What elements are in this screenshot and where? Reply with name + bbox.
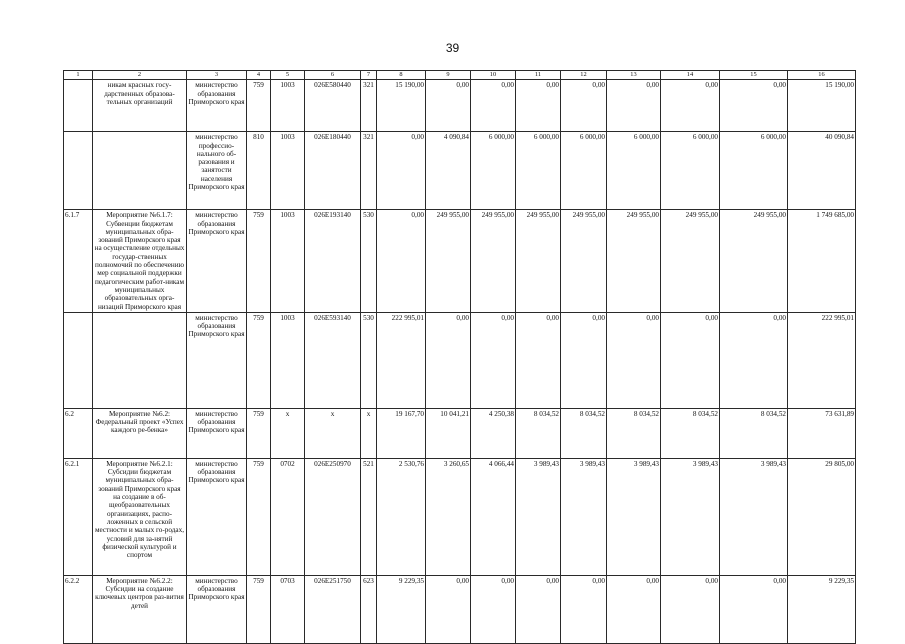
year-2020-cell: 249 955,00 [426, 210, 471, 313]
year-2026-cell: 3 989,43 [720, 458, 788, 575]
year-2019-cell: 19 167,70 [377, 408, 426, 458]
year-2021-cell: 0,00 [471, 575, 516, 643]
row-number-cell [64, 132, 93, 210]
year-2025-cell: 249 955,00 [661, 210, 720, 313]
table-row [64, 132, 856, 210]
year-2026-cell: 249 955,00 [720, 210, 788, 313]
total-cell: 29 805,00 [788, 458, 856, 575]
year-2020-cell: 4 090,84 [426, 132, 471, 210]
grbs-code-cell: 810 [247, 132, 271, 210]
executor-cell: министерство образования Приморского края [187, 458, 247, 575]
year-2023-cell: 0,00 [561, 80, 607, 132]
table-row [64, 312, 856, 408]
header-cell-8: 8 [377, 71, 426, 80]
total-cell: 9 229,35 [788, 575, 856, 643]
year-2021-cell: 0,00 [471, 312, 516, 408]
section-code-cell: x [271, 408, 305, 458]
table-row [64, 408, 856, 458]
executor-cell: министерство образования Приморского края [187, 575, 247, 643]
year-2026-cell: 0,00 [720, 312, 788, 408]
year-2023-cell: 6 000,00 [561, 132, 607, 210]
year-2025-cell: 3 989,43 [661, 458, 720, 575]
header-cell-4: 4 [247, 71, 271, 80]
section-code-cell: 1003 [271, 210, 305, 313]
year-2023-cell: 3 989,43 [561, 458, 607, 575]
year-2021-cell: 4 066,44 [471, 458, 516, 575]
row-number-cell [64, 80, 93, 132]
year-2020-cell: 10 041,21 [426, 408, 471, 458]
expense-type-code-cell: x [361, 408, 377, 458]
total-cell: 1 749 685,00 [788, 210, 856, 313]
target-article-code-cell: 026E251750 [305, 575, 361, 643]
row-number-cell: 6.1.7 [64, 210, 93, 313]
table-row [64, 458, 856, 575]
expense-type-code-cell: 530 [361, 312, 377, 408]
grbs-code-cell: 759 [247, 575, 271, 643]
header-cell-14: 14 [661, 71, 720, 80]
year-2022-cell: 8 034,52 [516, 408, 561, 458]
measure-name-cell: Мероприятие №6.2.2: Субсидии на создание ключевых центров раз-вития детей [93, 575, 187, 643]
target-article-code-cell: 026E593140 [305, 312, 361, 408]
year-2019-cell: 15 190,00 [377, 80, 426, 132]
year-2024-cell: 0,00 [607, 80, 661, 132]
year-2026-cell: 0,00 [720, 80, 788, 132]
row-number-cell: 6.2 [64, 408, 93, 458]
section-code-cell: 1003 [271, 80, 305, 132]
expense-type-code-cell: 321 [361, 132, 377, 210]
header-cell-15: 15 [720, 71, 788, 80]
year-2025-cell: 6 000,00 [661, 132, 720, 210]
total-cell: 40 090,84 [788, 132, 856, 210]
header-row [64, 71, 856, 80]
grbs-code-cell: 759 [247, 312, 271, 408]
year-2022-cell: 6 000,00 [516, 132, 561, 210]
target-article-code-cell: 026E193140 [305, 210, 361, 313]
executor-cell: министерство образования Приморского края [187, 408, 247, 458]
year-2024-cell: 0,00 [607, 312, 661, 408]
year-2022-cell: 0,00 [516, 575, 561, 643]
year-2019-cell: 0,00 [377, 210, 426, 313]
target-article-code-cell: 026E580440 [305, 80, 361, 132]
header-cell-9: 9 [426, 71, 471, 80]
year-2024-cell: 8 034,52 [607, 408, 661, 458]
section-code-cell: 1003 [271, 312, 305, 408]
target-article-code-cell: 026E180440 [305, 132, 361, 210]
year-2023-cell: 8 034,52 [561, 408, 607, 458]
row-number-cell [64, 312, 93, 408]
measure-name-cell: Мероприятие №6.1.7: Субвенции бюджетам муниципальных обра-зований Приморского края на осуществление отдельных государ-ственных полномочий по обеспечению мер социальной поддержки педагогическим работ-никам муниципальных образовательных орга-низаций Приморского края [93, 210, 187, 313]
header-cell-5: 5 [271, 71, 305, 80]
year-2023-cell: 249 955,00 [561, 210, 607, 313]
expense-type-code-cell: 623 [361, 575, 377, 643]
section-code-cell: 0703 [271, 575, 305, 643]
year-2023-cell: 0,00 [561, 312, 607, 408]
total-cell: 222 995,01 [788, 312, 856, 408]
executor-cell: министерство профессио-нального об-разования и занятости населения Приморского края [187, 132, 247, 210]
page-number: 39 [445, 41, 460, 55]
year-2025-cell: 0,00 [661, 575, 720, 643]
year-2025-cell: 0,00 [661, 80, 720, 132]
year-2020-cell: 0,00 [426, 575, 471, 643]
header-cell-12: 12 [561, 71, 607, 80]
grbs-code-cell: 759 [247, 408, 271, 458]
executor-cell: министерство образования Приморского края [187, 312, 247, 408]
table-row [64, 575, 856, 643]
header-cell-6: 6 [305, 71, 361, 80]
measure-name-cell: Мероприятие №6.2: Федеральный проект «Успех каждого ре-бенка» [93, 408, 187, 458]
measure-name-cell: никам красных госу-дарственных образова-тельных организаций [93, 80, 187, 132]
year-2024-cell: 3 989,43 [607, 458, 661, 575]
expense-type-code-cell: 321 [361, 80, 377, 132]
header-cell-3: 3 [187, 71, 247, 80]
executor-cell: министерство образования Приморского края [187, 210, 247, 313]
section-code-cell: 1003 [271, 132, 305, 210]
year-2026-cell: 0,00 [720, 575, 788, 643]
measure-name-cell [93, 132, 187, 210]
year-2020-cell: 3 260,65 [426, 458, 471, 575]
year-2024-cell: 0,00 [607, 575, 661, 643]
header-cell-11: 11 [516, 71, 561, 80]
year-2024-cell: 6 000,00 [607, 132, 661, 210]
row-number-cell: 6.2.2 [64, 575, 93, 643]
budget-table [63, 70, 856, 644]
executor-cell: министерство образования Приморского края [187, 80, 247, 132]
header-cell-7: 7 [361, 71, 377, 80]
measure-name-cell [93, 312, 187, 408]
total-cell: 15 190,00 [788, 80, 856, 132]
year-2021-cell: 0,00 [471, 80, 516, 132]
year-2020-cell: 0,00 [426, 312, 471, 408]
year-2019-cell: 9 229,35 [377, 575, 426, 643]
expense-type-code-cell: 530 [361, 210, 377, 313]
year-2022-cell: 249 955,00 [516, 210, 561, 313]
year-2026-cell: 6 000,00 [720, 132, 788, 210]
year-2021-cell: 4 250,38 [471, 408, 516, 458]
year-2019-cell: 0,00 [377, 132, 426, 210]
grbs-code-cell: 759 [247, 458, 271, 575]
expense-type-code-cell: 521 [361, 458, 377, 575]
year-2024-cell: 249 955,00 [607, 210, 661, 313]
target-article-code-cell: 026E250970 [305, 458, 361, 575]
year-2022-cell: 0,00 [516, 312, 561, 408]
row-number-cell: 6.2.1 [64, 458, 93, 575]
year-2020-cell: 0,00 [426, 80, 471, 132]
header-cell-1: 1 [64, 71, 93, 80]
header-cell-2: 2 [93, 71, 187, 80]
grbs-code-cell: 759 [247, 210, 271, 313]
year-2026-cell: 8 034,52 [720, 408, 788, 458]
total-cell: 73 631,89 [788, 408, 856, 458]
table-row [64, 80, 856, 132]
header-cell-10: 10 [471, 71, 516, 80]
year-2021-cell: 249 955,00 [471, 210, 516, 313]
measure-name-cell: Мероприятие №6.2.1: Субсидии бюджетам муниципальных обра-зований Приморского края на создание в об-щеобразовательных организациях, распо-ложенных в сельской местности и малых го-родах, условий для за-нятий физической культурой и спортом [93, 458, 187, 575]
year-2023-cell: 0,00 [561, 575, 607, 643]
year-2025-cell: 8 034,52 [661, 408, 720, 458]
grbs-code-cell: 759 [247, 80, 271, 132]
target-article-code-cell: x [305, 408, 361, 458]
header-cell-16: 16 [788, 71, 856, 80]
year-2022-cell: 3 989,43 [516, 458, 561, 575]
year-2022-cell: 0,00 [516, 80, 561, 132]
table-row [64, 210, 856, 313]
year-2019-cell: 2 530,76 [377, 458, 426, 575]
header-cell-13: 13 [607, 71, 661, 80]
section-code-cell: 0702 [271, 458, 305, 575]
year-2025-cell: 0,00 [661, 312, 720, 408]
year-2021-cell: 6 000,00 [471, 132, 516, 210]
year-2019-cell: 222 995,01 [377, 312, 426, 408]
